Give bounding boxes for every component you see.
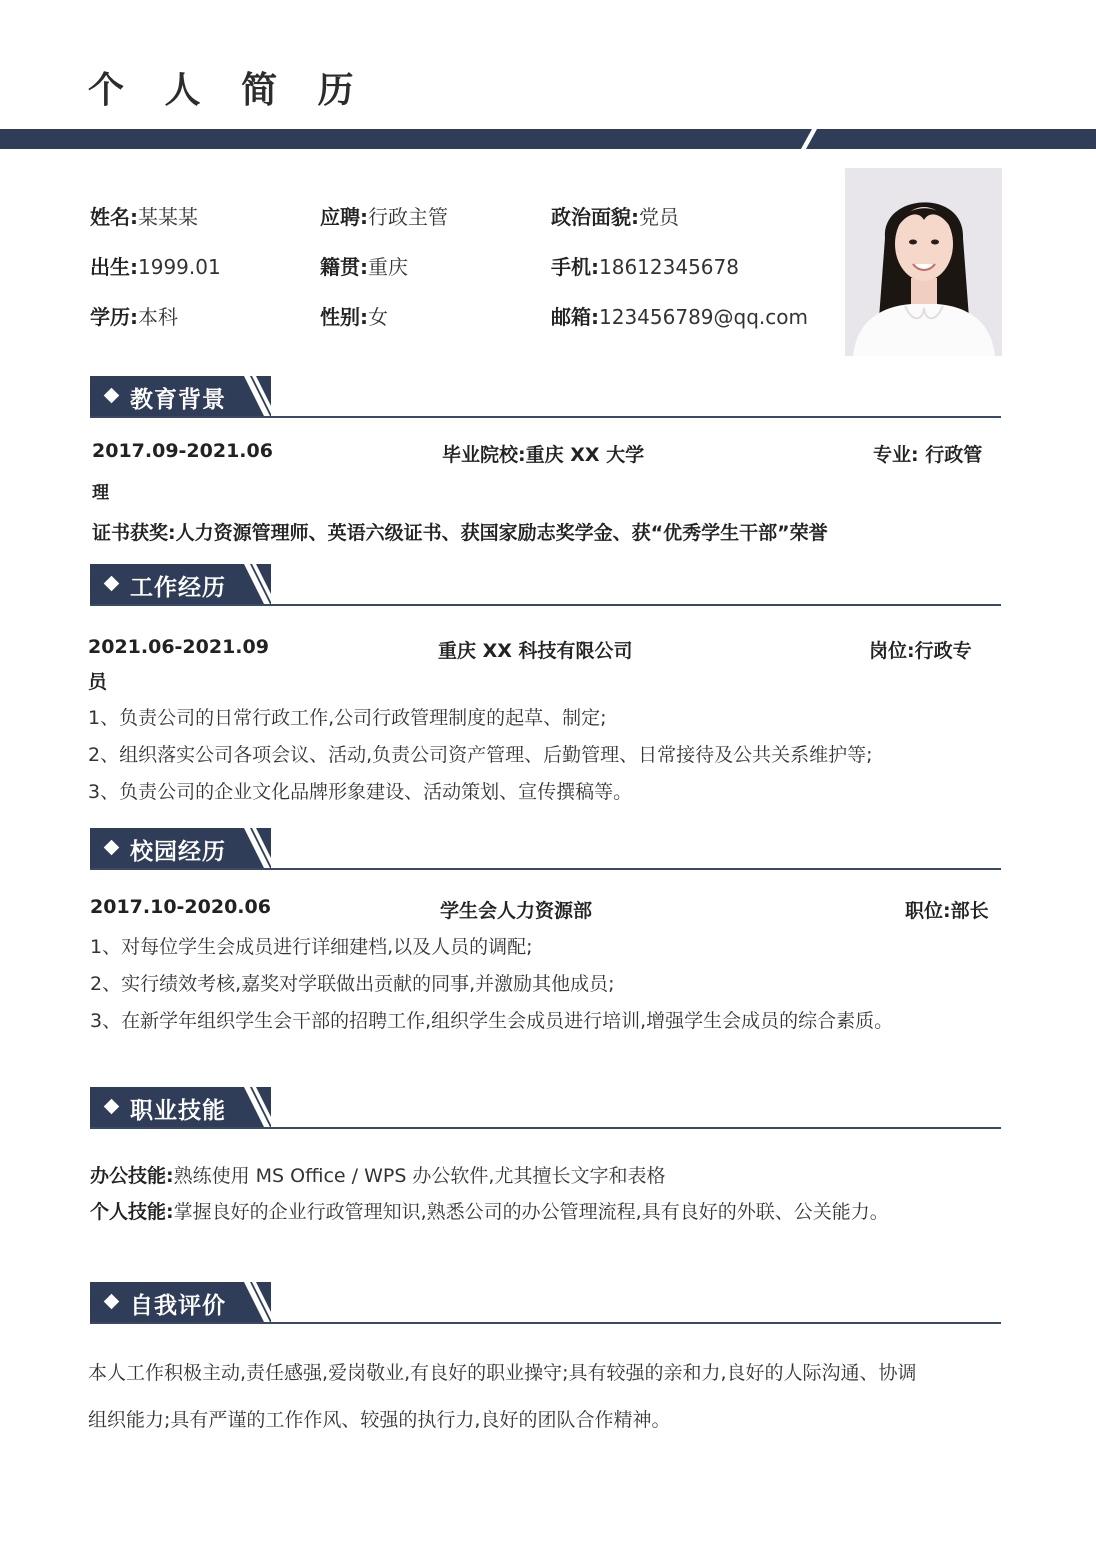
education-certs-clip <box>92 510 992 544</box>
section-tag: 职业技能 <box>90 1087 271 1127</box>
section-divider <box>90 1322 1001 1324</box>
work-period: 2021.06-2021.09 <box>88 636 269 658</box>
work-item-clip <box>88 773 988 803</box>
campus-item: 2、实行绩效考核,嘉奖对学联做出贡献的同事,并激励其他成员; <box>90 973 615 995</box>
diamond-icon <box>104 388 120 404</box>
profile-photo <box>845 168 1002 356</box>
apply-field: 应聘:行政主管 <box>320 205 448 229</box>
political-field: 政治面貌:党员 <box>551 205 679 229</box>
self-eval-line: 组织能力;具有严谨的工作作风、较强的执行力,良好的团队合作精神。 <box>88 1409 671 1431</box>
phone-field: 手机:18612345678 <box>551 255 739 279</box>
skill-office: 办公技能:熟练使用 MS Office / WPS 办公软件,尤其擅长文字和表格 <box>90 1165 666 1187</box>
page-title: 个 人 简 历 <box>88 70 368 111</box>
section-tag: 工作经历 <box>90 564 271 604</box>
campus-org: 学生会人力资源部 <box>440 900 593 922</box>
stripes-icon <box>240 564 280 606</box>
stripes-icon <box>240 1087 280 1129</box>
section-header-work <box>90 564 1001 606</box>
diamond-icon <box>104 1294 120 1310</box>
diamond-icon <box>104 840 120 856</box>
education-period: 2017.09-2021.06 <box>92 440 273 462</box>
section-tag: 自我评价 <box>90 1282 271 1322</box>
work-item: 1、负责公司的日常行政工作,公司行政管理制度的起草、制定; <box>88 707 607 729</box>
campus-item: 3、在新学年组织学生会干部的招聘工作,组织学生会成员进行培训,增强学生会成员的综合素质。 <box>90 1010 894 1032</box>
education-school: 毕业院校:重庆 XX 大学 <box>442 444 645 466</box>
work-item: 3、负责公司的企业文化品牌形象建设、活动策划、宣传撰稿等。 <box>88 781 633 803</box>
education-certs: 证书获奖:人力资源管理师、英语六级证书、获国家励志奖学金、获“优秀学生干部”荣誉 <box>92 522 828 544</box>
diamond-icon <box>104 576 120 592</box>
section-header-campus <box>90 828 1001 870</box>
stripes-icon <box>240 828 280 870</box>
email-field: 邮箱:123456789@qq.com <box>551 305 808 329</box>
section-tag: 校园经历 <box>90 828 271 868</box>
diamond-icon <box>104 1099 120 1115</box>
section-divider <box>90 1127 1001 1129</box>
education-major: 专业: 行政管 <box>873 444 983 466</box>
section-divider <box>90 416 1001 418</box>
self-eval-line: 本人工作积极主动,责任感强,爱岗敬业,有良好的职业操守;具有较强的亲和力,良好的人际沟通、协调 <box>88 1362 917 1384</box>
section-divider <box>90 604 1001 606</box>
section-divider <box>90 868 1001 870</box>
work-company: 重庆 XX 科技有限公司 <box>438 640 633 662</box>
name-field: 姓名:某某某 <box>90 205 198 229</box>
work-position: 岗位:行政专 <box>869 640 972 662</box>
campus-item: 1、对每位学生会成员进行详细建档,以及人员的调配; <box>90 936 533 958</box>
skill-personal: 个人技能:掌握良好的企业行政管理知识,熟悉公司的办公管理流程,具有良好的外联、公关能力。 <box>90 1201 889 1223</box>
work-position-cont: 员 <box>88 671 108 693</box>
education-major-cont: 理 <box>92 483 109 503</box>
gender-field: 性别:女 <box>320 305 388 329</box>
campus-position: 职位:部长 <box>905 900 989 922</box>
header-bar <box>0 129 1096 149</box>
section-tag: 教育背景 <box>90 376 271 416</box>
section-header-skills <box>90 1087 1001 1129</box>
section-header-education <box>90 376 1001 418</box>
work-item: 2、组织落实公司各项会议、活动,负责公司资产管理、后勤管理、日常接待及公共关系维护等; <box>88 744 873 766</box>
campus-period: 2017.10-2020.06 <box>90 896 271 918</box>
stripes-icon <box>240 376 280 418</box>
origin-field: 籍贯:重庆 <box>320 255 408 279</box>
section-header-self <box>90 1282 1001 1324</box>
birth-field: 出生:1999.01 <box>90 255 221 279</box>
education-field: 学历:本科 <box>90 305 178 329</box>
stripes-icon <box>240 1282 280 1324</box>
